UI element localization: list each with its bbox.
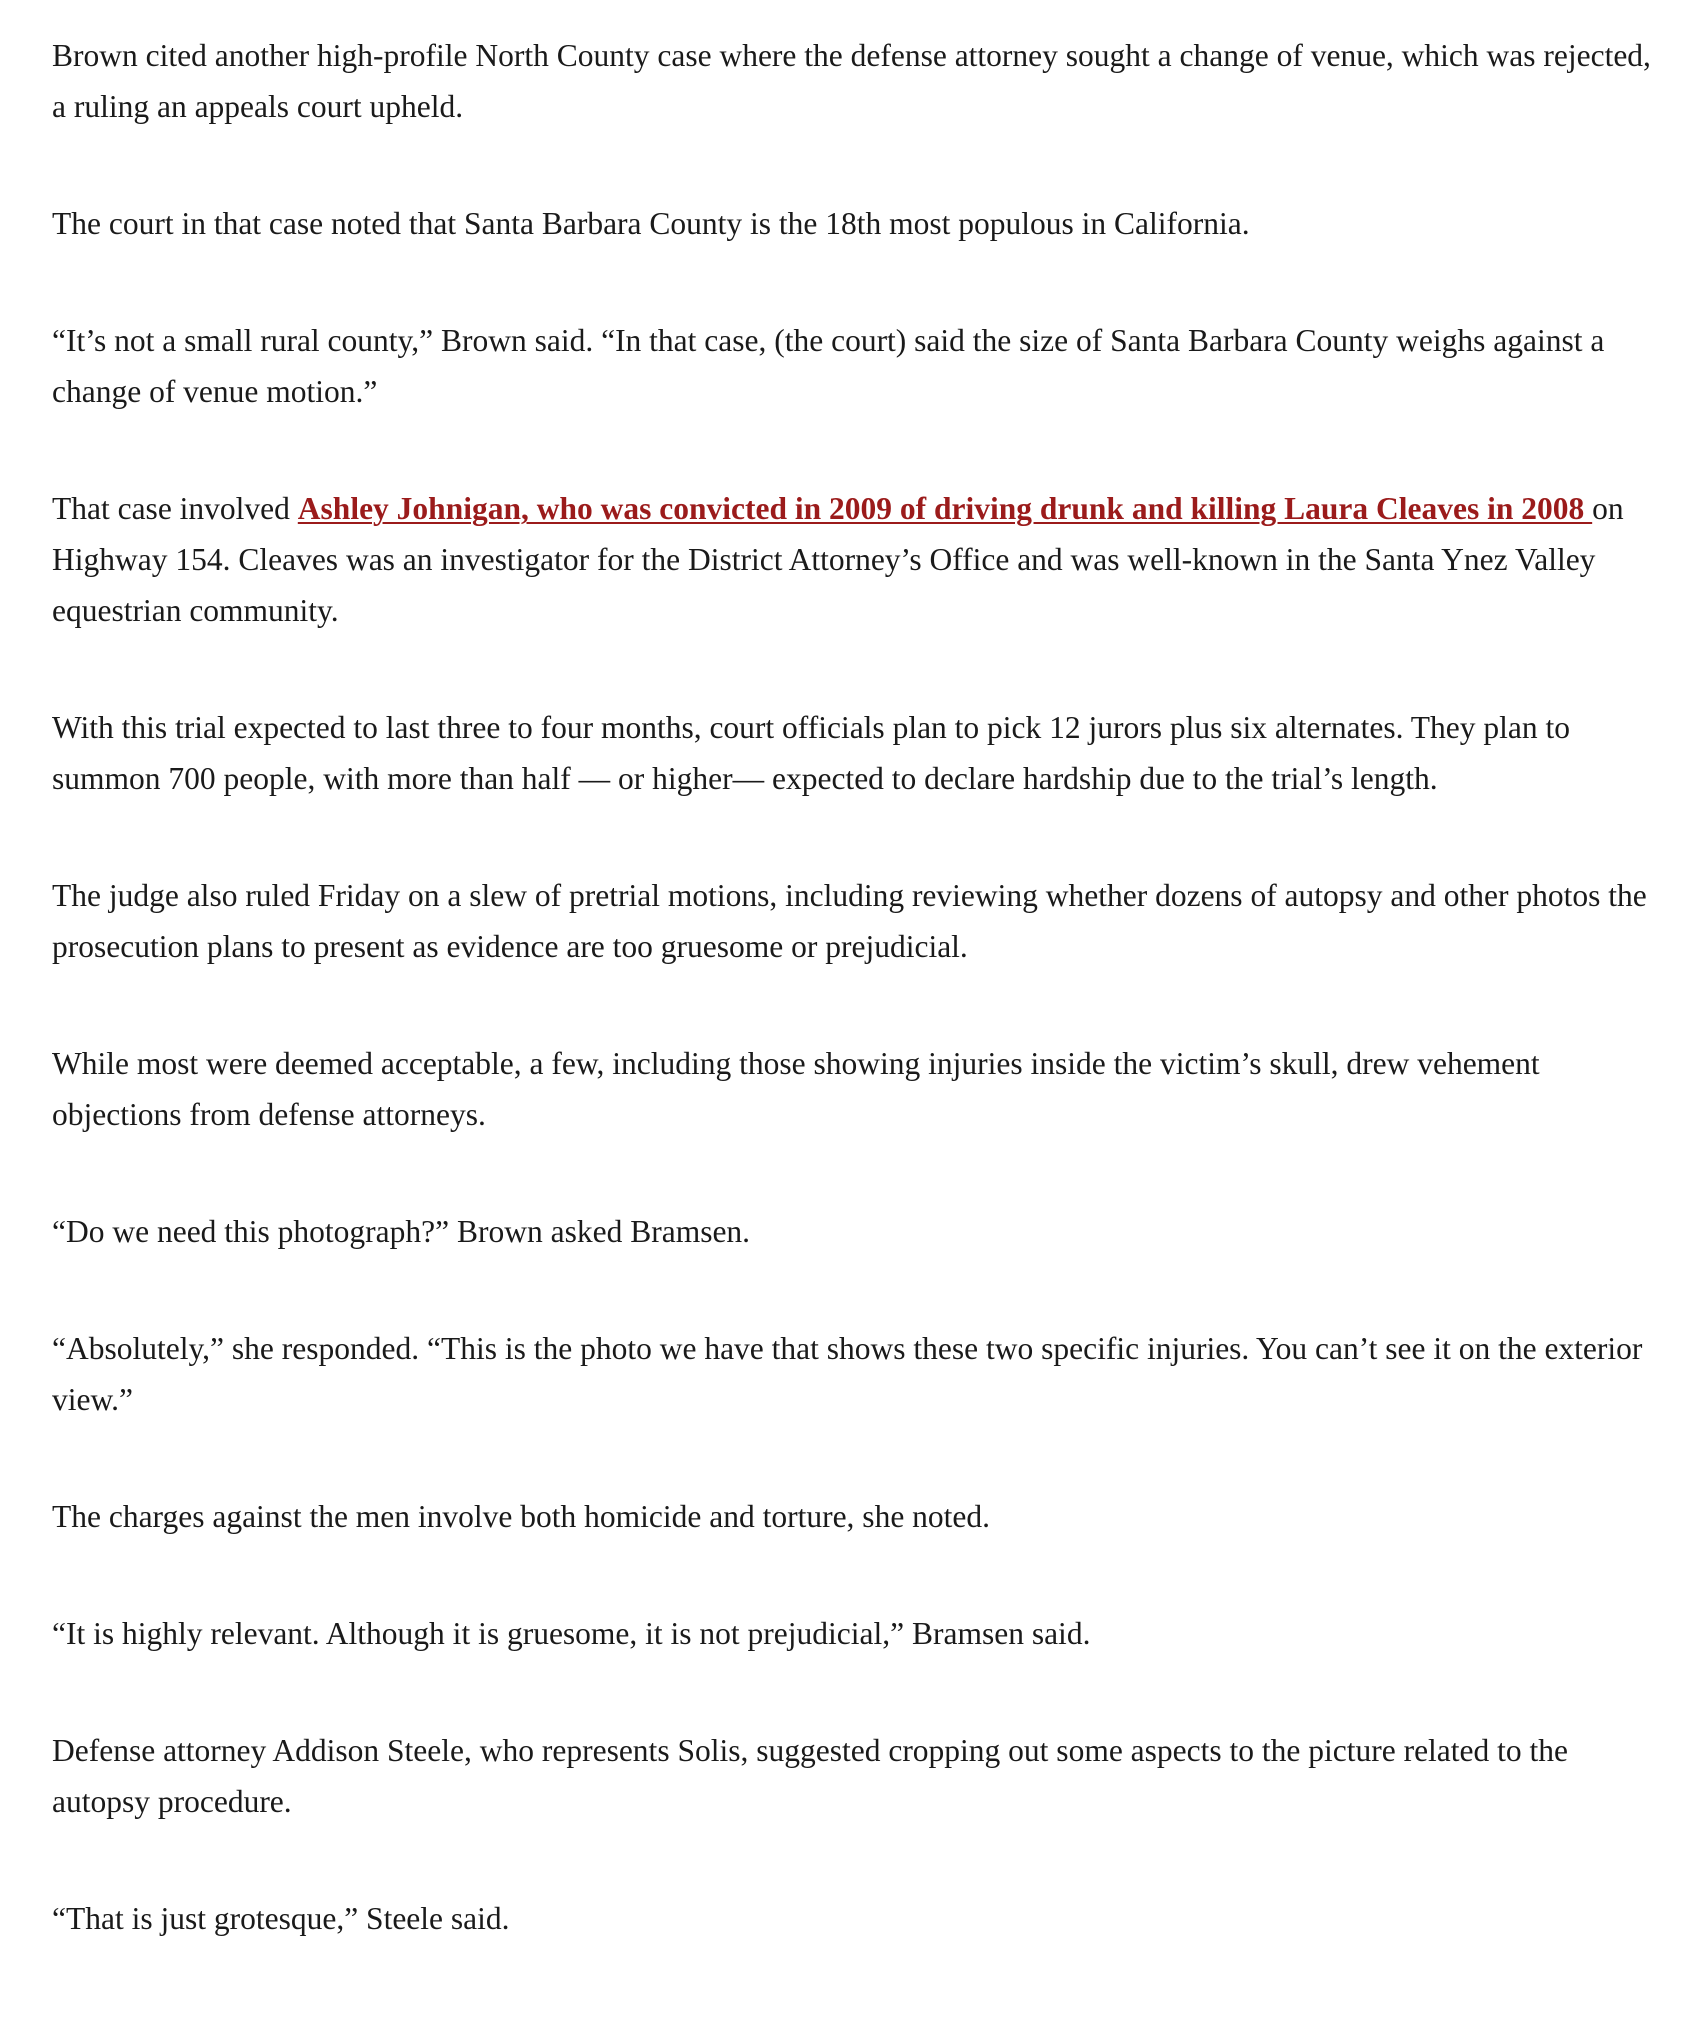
paragraph-population: The court in that case noted that Santa Barbara County is the 18th most populous in California. bbox=[52, 206, 1250, 241]
paragraph-bramsen-response: “Absolutely,” she responded. “This is the photo we have that shows these two specific injuries. You can’t see it on the exterior view.” bbox=[52, 1331, 1643, 1417]
paragraph-charges: The charges against the men involve both homicide and torture, she noted. bbox=[52, 1499, 991, 1534]
article-body bbox=[52, 30, 1652, 2010]
paragraph-bramsen-relevance: “It is highly relevant. Although it is gruesome, it is not prejudicial,” Bramsen said. bbox=[52, 1616, 1091, 1651]
paragraph-johnigan-case bbox=[52, 483, 1652, 636]
paragraph-trailing-text: on Highway 154. Cleaves was an investigator for the District Attorney’s Office and was well-known in the Santa Ynez Valley equestrian community. bbox=[52, 491, 1624, 628]
paragraph-steele-suggestion: Defense attorney Addison Steele, who represents Solis, suggested cropping out some aspects to the picture related to the autopsy procedure. bbox=[52, 1733, 1568, 1819]
paragraph-steele-quote: “That is just grotesque,” Steele said. bbox=[52, 1901, 510, 1936]
paragraph-brown-question: “Do we need this photograph?” Brown asked Bramsen. bbox=[52, 1214, 751, 1249]
paragraph-objections: While most were deemed acceptable, a few, including those showing injuries inside the victim’s skull, drew vehement objections from defense attorneys. bbox=[52, 1046, 1540, 1132]
johnigan-article-link[interactable]: Ashley Johnigan, who was convicted in 2009 of driving drunk and killing Laura Cleaves in 2008 bbox=[297, 491, 1593, 526]
paragraph-jury-selection: With this trial expected to last three to four months, court officials plan to pick 12 jurors plus six alternates. They plan to summon 700 people, with more than half — or higher— expected to declare hardship due to the trial’s length. bbox=[52, 710, 1570, 796]
paragraph-lead-text: That case involved bbox=[52, 491, 298, 526]
paragraph-venue-case: Brown cited another high-profile North County case where the defense attorney sought a change of venue, which was rejected, a ruling an appeals court upheld. bbox=[52, 38, 1651, 124]
paragraph-pretrial-motions: The judge also ruled Friday on a slew of pretrial motions, including reviewing whether dozens of autopsy and other photos the prosecution plans to present as evidence are too gruesome or prejudicial. bbox=[52, 878, 1647, 964]
paragraph-brown-quote: “It’s not a small rural county,” Brown said. “In that case, (the court) said the size of Santa Barbara County weighs against a change of venue motion.” bbox=[52, 323, 1605, 409]
